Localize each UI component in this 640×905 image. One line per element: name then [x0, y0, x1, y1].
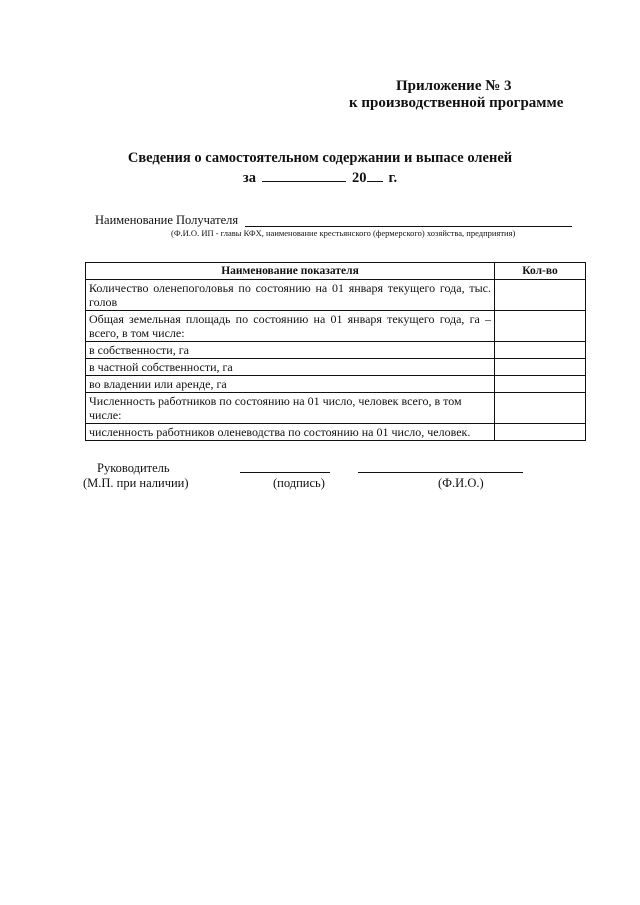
header-indicator: Наименование показателя: [86, 263, 495, 280]
period-year-prefix: 20: [352, 170, 367, 186]
quantity-cell: [495, 376, 586, 393]
indicators-table: [85, 262, 586, 441]
header-quantity: Кол-во: [495, 263, 586, 280]
period-blank: [262, 169, 346, 182]
quantity-cell: [495, 424, 586, 441]
document-title: Сведения о самостоятельном содержании и выпасе оленей: [127, 150, 513, 166]
signature-caption: (подпись): [273, 476, 325, 490]
quantity-cell: [495, 342, 586, 359]
table-row: [86, 311, 586, 342]
recipient-hint: (Ф.И.О. ИП - главы КФХ, наименование крестьянского (фермерского) хозяйства, предприятия): [171, 228, 516, 238]
appendix-subtitle: к производственной программе: [349, 95, 564, 111]
row-label: во владении или аренде, га: [86, 376, 495, 393]
period-line: [0, 169, 640, 187]
table-row: [86, 342, 586, 359]
period-suffix: г.: [388, 170, 398, 186]
table-row: [86, 376, 586, 393]
table-row: [86, 393, 586, 424]
period-prefix: за: [242, 170, 256, 186]
signature-line: [240, 472, 330, 473]
table-row: [86, 424, 586, 441]
quantity-cell: [495, 359, 586, 376]
quantity-cell: [495, 393, 586, 424]
row-label: Численность работников по состоянию на 01 число, человек всего, в том числе:: [86, 393, 495, 424]
table-header-row: [86, 263, 586, 280]
name-line: [358, 472, 523, 473]
row-label: в собственности, га: [86, 342, 495, 359]
head-label: Руководитель: [97, 461, 170, 475]
recipient-fill-line: [245, 226, 572, 227]
year-blank: [367, 169, 383, 182]
table-row: [86, 280, 586, 311]
stamp-label: (М.П. при наличии): [83, 476, 189, 490]
row-label: Количество оленепоголовья по состоянию на 01 января текущего года, тыс. голов: [86, 280, 495, 311]
quantity-cell: [495, 311, 586, 342]
row-label: Общая земельная площадь по состоянию на 01 января текущего года, га – всего, в том числе:: [86, 311, 495, 342]
quantity-cell: [495, 280, 586, 311]
row-label: в частной собственности, га: [86, 359, 495, 376]
appendix-number: Приложение № 3: [396, 78, 512, 94]
row-label: численность работников оленеводства по состоянию на 01 число, человек.: [86, 424, 495, 441]
recipient-label: Наименование Получателя: [95, 213, 239, 227]
name-caption: (Ф.И.О.): [438, 476, 484, 490]
table-row: [86, 359, 586, 376]
